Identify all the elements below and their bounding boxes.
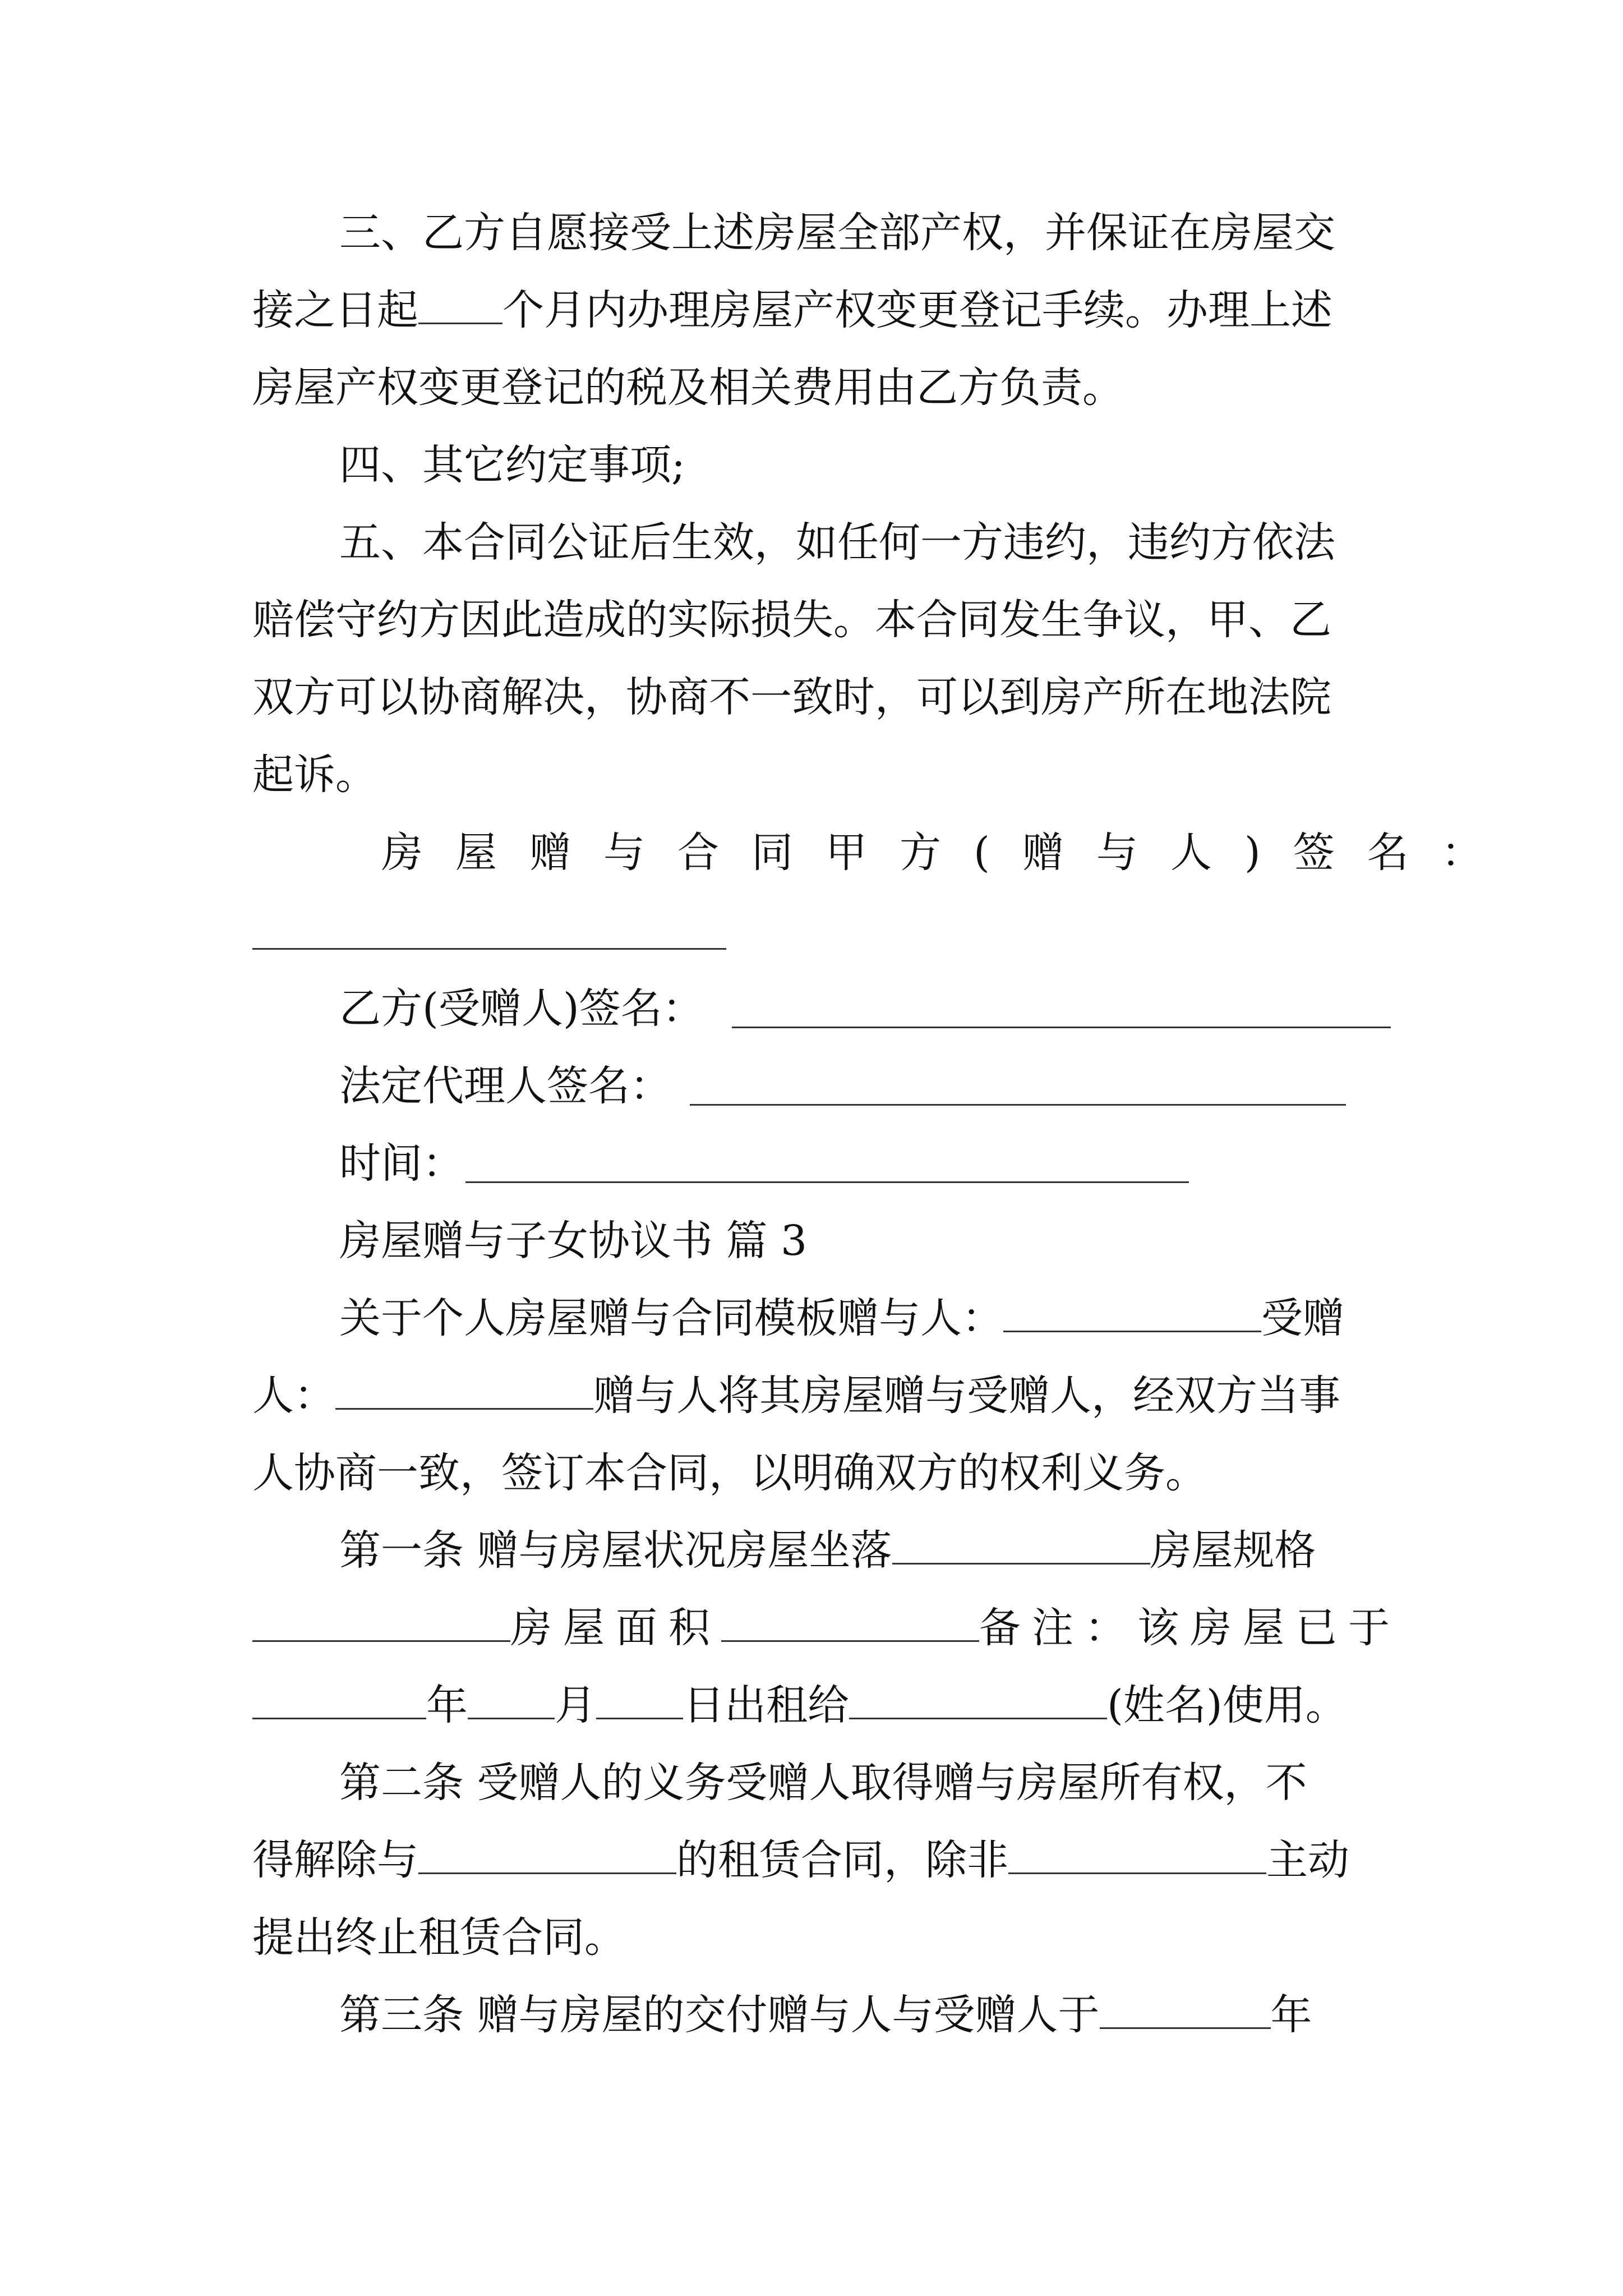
article3-line1-end: 年 — [1270, 1991, 1312, 2039]
clause4-line: 四、其它约定事项; — [339, 441, 685, 489]
clause5-line2: 赔偿守约方因此造成的实际损失。本合同发生争议，甲、乙 — [252, 596, 1331, 644]
clause5-line3: 双方可以协商解决，协商不一致时，可以到房产所在地法院 — [252, 673, 1331, 721]
article2-line2 — [252, 1832, 1349, 1888]
intro-line1 — [339, 1290, 1344, 1346]
agent-signature-line — [690, 1104, 1346, 1106]
clause5-line4: 起诉。 — [252, 751, 377, 799]
article1-note-label: 备注：该房屋已于 — [979, 1604, 1401, 1652]
clause3-line2-end: 个月内办理房屋产权变更登记手续。办理上述 — [502, 286, 1332, 334]
intro-line2-start: 人： — [252, 1372, 335, 1420]
clause3-line3: 房屋产权变更登记的税及相关费用由乙方负责。 — [252, 364, 1124, 412]
blank-terminating-party — [1008, 1838, 1266, 1874]
article3-line1 — [339, 1987, 1312, 2043]
blank-location — [892, 1528, 1150, 1565]
time-signature — [339, 1135, 464, 1191]
intro-line3: 人协商一致，签订本合同，以明确双方的权利义务。 — [252, 1449, 1207, 1497]
clause3-line2 — [252, 282, 1332, 338]
party-b-signature-label: 乙方(受赠人)签名： — [339, 984, 704, 1033]
article2-line2-end: 主动 — [1266, 1836, 1349, 1884]
blank-spec — [252, 1605, 510, 1642]
blank-delivery-year — [1100, 1993, 1271, 2029]
intro-line2-end: 赠与人将其房屋赠与受赠人，经双方当事 — [593, 1372, 1340, 1420]
blank-donor — [1003, 1296, 1261, 1332]
article2-line3: 提出终止租赁合同。 — [252, 1913, 626, 1962]
party-a-signature-label: 房屋赠与合同甲方(赠与人)签名： — [381, 829, 1515, 877]
blank-lease-party — [418, 1838, 676, 1874]
article2-line2-start: 得解除与 — [252, 1836, 418, 1884]
article1-year-label: 年 — [426, 1681, 468, 1729]
time-signature-label: 时间： — [339, 1139, 464, 1188]
blank-area — [721, 1605, 979, 1642]
agent-signature — [339, 1058, 671, 1114]
section-title: 房屋赠与子女协议书 篇 3 — [339, 1217, 808, 1265]
article1-line3 — [252, 1677, 1347, 1733]
party-b-signature — [339, 981, 704, 1037]
clause3-line1: 三、乙方自愿接受上述房屋全部产权，并保证在房屋交 — [339, 209, 1335, 257]
intro-line1-end: 受赠 — [1261, 1294, 1344, 1342]
article1-use-label: (姓名)使用。 — [1107, 1681, 1347, 1729]
intro-line1-start: 关于个人房屋赠与合同模板赠与人： — [339, 1294, 1003, 1342]
article3-line1-start: 第三条 赠与房屋的交付赠与人与受赠人于 — [339, 1991, 1100, 2039]
blank-month — [468, 1683, 555, 1719]
article1-line1 — [339, 1522, 1316, 1579]
clause3-line2-start: 接之日起 — [252, 286, 418, 334]
article2-line2-mid: 的租赁合同，除非 — [676, 1836, 1008, 1884]
clause5-line1: 五、本合同公证后生效，如任何一方违约，违约方依法 — [339, 518, 1335, 567]
blank-tenant-name — [849, 1683, 1107, 1719]
article1-line1-start: 第一条 赠与房屋状况房屋坐落 — [339, 1526, 892, 1575]
blank-day — [596, 1683, 683, 1719]
article1-area-label: 房屋面积 — [510, 1604, 721, 1652]
article1-line2 — [252, 1600, 1401, 1656]
blank-year — [252, 1683, 426, 1719]
intro-line2 — [252, 1368, 1340, 1424]
article1-line1-end: 房屋规格 — [1150, 1526, 1316, 1575]
article1-rent-label: 日出租给 — [683, 1681, 849, 1729]
blank-months — [418, 288, 502, 324]
party-a-signature-line — [252, 948, 726, 950]
article2-line1: 第二条 受赠人的义务受赠人取得赠与房屋所有权，不 — [339, 1759, 1307, 1807]
agent-signature-label: 法定代理人签名： — [339, 1062, 671, 1110]
party-b-signature-line — [732, 1027, 1391, 1028]
blank-donee — [335, 1373, 593, 1410]
time-signature-line — [465, 1181, 1189, 1183]
article1-month-label: 月 — [555, 1681, 596, 1729]
